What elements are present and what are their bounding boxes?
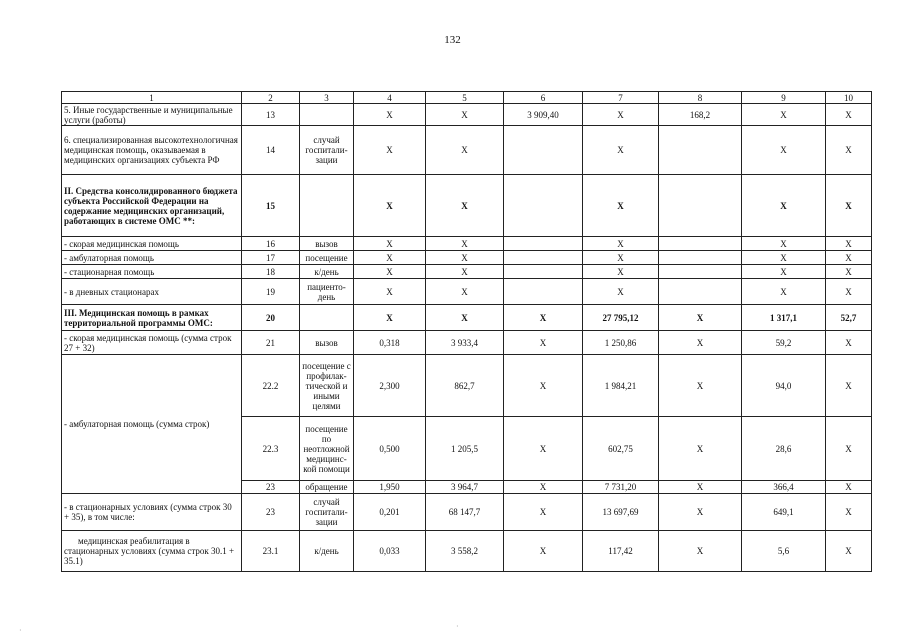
cell-value: 862,7: [426, 355, 504, 417]
cell-value: X: [426, 175, 504, 237]
cell-value: X: [426, 265, 504, 279]
cell-value: X: [583, 104, 659, 126]
cell-value: 0,033: [354, 531, 426, 572]
row-line-number: 17: [242, 251, 300, 265]
row-line-number: 18: [242, 265, 300, 279]
cell-value: [659, 279, 742, 305]
cell-value: X: [826, 126, 872, 175]
column-number: 2: [242, 92, 300, 104]
row-unit: к/день: [300, 265, 354, 279]
row-unit: [300, 305, 354, 331]
row-line-number: 23.1: [242, 531, 300, 572]
cell-value: X: [504, 355, 583, 417]
cell-value: X: [354, 126, 426, 175]
cell-value: 168,2: [659, 104, 742, 126]
row-unit: случай госпитали-зации: [300, 126, 354, 175]
cell-value: X: [742, 265, 826, 279]
cell-value: X: [583, 251, 659, 265]
cell-value: 52,7: [826, 305, 872, 331]
table-row: [62, 355, 872, 417]
row-unit: посещение по неотложной медицинс-кой помощи: [300, 417, 354, 481]
table-row: [62, 279, 872, 305]
cell-value: X: [659, 331, 742, 355]
row-label: - амбулаторная помощь (сумма строк): [62, 355, 242, 494]
cell-value: X: [354, 251, 426, 265]
table-row: [62, 305, 872, 331]
cell-value: X: [826, 237, 872, 251]
cell-value: 3 964,7: [426, 481, 504, 494]
table-row: [62, 175, 872, 237]
cell-value: 94,0: [742, 355, 826, 417]
row-line-number: 16: [242, 237, 300, 251]
row-label: - амбулаторная помощь: [62, 251, 242, 265]
row-label: 6. специализированная высокотехнологичная медицинская помощь, оказываемая в медицинских организациях субъекта РФ: [62, 126, 242, 175]
row-label: - в дневных стационарах: [62, 279, 242, 305]
column-number: 4: [354, 92, 426, 104]
column-number: 7: [583, 92, 659, 104]
row-line-number: 14: [242, 126, 300, 175]
cell-value: X: [354, 305, 426, 331]
cell-value: X: [354, 237, 426, 251]
cell-value: X: [426, 104, 504, 126]
row-label: медицинская реабилитация в стационарных условиях (сумма строк 30.1 + 35.1): [62, 531, 242, 572]
column-number: 6: [504, 92, 583, 104]
row-label: - стационарная помощь: [62, 265, 242, 279]
row-line-number: 19: [242, 279, 300, 305]
row-unit: пациенто-день: [300, 279, 354, 305]
cell-value: 602,75: [583, 417, 659, 481]
table-row: [62, 104, 872, 126]
table-row: [62, 251, 872, 265]
row-label: - скорая медицинская помощь: [62, 237, 242, 251]
cell-value: 0,201: [354, 494, 426, 531]
cell-value: X: [659, 531, 742, 572]
cell-value: X: [826, 481, 872, 494]
cell-value: X: [583, 175, 659, 237]
table-row: [62, 531, 872, 572]
column-number: 1: [62, 92, 242, 104]
cell-value: 27 795,12: [583, 305, 659, 331]
column-number: 8: [659, 92, 742, 104]
cell-value: X: [742, 126, 826, 175]
cell-value: X: [583, 265, 659, 279]
row-label: 5. Иные государственные и муниципальные услуги (работы): [62, 104, 242, 126]
cell-value: X: [826, 251, 872, 265]
cell-value: X: [426, 126, 504, 175]
cell-value: X: [583, 279, 659, 305]
cell-value: X: [826, 265, 872, 279]
cell-value: X: [826, 531, 872, 572]
column-number: 10: [826, 92, 872, 104]
cell-value: X: [354, 104, 426, 126]
cell-value: X: [504, 305, 583, 331]
page-number: 132: [444, 34, 461, 46]
row-line-number: 15: [242, 175, 300, 237]
cell-value: 13 697,69: [583, 494, 659, 531]
cell-value: [659, 251, 742, 265]
data-table: [61, 91, 872, 572]
cell-value: X: [583, 126, 659, 175]
cell-value: X: [742, 175, 826, 237]
cell-value: X: [826, 355, 872, 417]
column-number: 3: [300, 92, 354, 104]
cell-value: X: [354, 265, 426, 279]
cell-value: 1 205,5: [426, 417, 504, 481]
cell-value: 1 250,86: [583, 331, 659, 355]
row-unit: вызов: [300, 237, 354, 251]
row-line-number: 23: [242, 494, 300, 531]
cell-value: X: [426, 237, 504, 251]
cell-value: [504, 237, 583, 251]
cell-value: 649,1: [742, 494, 826, 531]
row-label: III. Медицинская помощь в рамках территориальной программы ОМС:: [62, 305, 242, 331]
cell-value: X: [659, 417, 742, 481]
cell-value: [504, 279, 583, 305]
cell-value: X: [742, 237, 826, 251]
cell-value: X: [826, 279, 872, 305]
cell-value: [659, 237, 742, 251]
cell-value: 1 984,21: [583, 355, 659, 417]
scan-speck: ·: [456, 622, 459, 631]
row-line-number: 21: [242, 331, 300, 355]
row-label: - скорая медицинская помощь (сумма строк 27 + 32): [62, 331, 242, 355]
column-number: 9: [742, 92, 826, 104]
cell-value: X: [426, 305, 504, 331]
cell-value: 2,300: [354, 355, 426, 417]
cell-value: X: [826, 417, 872, 481]
column-number-row: [62, 92, 872, 104]
cell-value: X: [826, 494, 872, 531]
row-line-number: 13: [242, 104, 300, 126]
row-unit: посещение: [300, 251, 354, 265]
cell-value: X: [742, 251, 826, 265]
cell-value: X: [583, 237, 659, 251]
cell-value: 1,950: [354, 481, 426, 494]
cell-value: 5,6: [742, 531, 826, 572]
cell-value: 28,6: [742, 417, 826, 481]
cell-value: 0,500: [354, 417, 426, 481]
table-row: [62, 265, 872, 279]
cell-value: 7 731,20: [583, 481, 659, 494]
cell-value: 117,42: [583, 531, 659, 572]
table-row: [62, 237, 872, 251]
cell-value: X: [426, 251, 504, 265]
cell-value: X: [426, 279, 504, 305]
row-line-number: 22.2: [242, 355, 300, 417]
cell-value: 68 147,7: [426, 494, 504, 531]
row-line-number: 20: [242, 305, 300, 331]
row-unit: посещение с профилак-тической и иными целями: [300, 355, 354, 417]
cell-value: 366,4: [742, 481, 826, 494]
cell-value: 3 558,2: [426, 531, 504, 572]
cell-value: [659, 175, 742, 237]
table-row: [62, 126, 872, 175]
scan-speck: ·: [19, 626, 22, 635]
cell-value: X: [504, 531, 583, 572]
cell-value: X: [659, 481, 742, 494]
cell-value: X: [354, 175, 426, 237]
cell-value: X: [504, 417, 583, 481]
row-unit: случай госпитали-зации: [300, 494, 354, 531]
cell-value: X: [659, 355, 742, 417]
cell-value: X: [354, 279, 426, 305]
cell-value: X: [826, 331, 872, 355]
row-line-number: 22.3: [242, 417, 300, 481]
row-unit: вызов: [300, 331, 354, 355]
cell-value: 3 909,40: [504, 104, 583, 126]
cell-value: [504, 126, 583, 175]
cell-value: X: [504, 481, 583, 494]
cell-value: [659, 126, 742, 175]
row-label: - в стационарных условиях (сумма строк 30 + 35), в том числе:: [62, 494, 242, 531]
cell-value: 59,2: [742, 331, 826, 355]
row-unit: [300, 104, 354, 126]
cell-value: [659, 265, 742, 279]
cell-value: X: [504, 494, 583, 531]
cell-value: X: [659, 494, 742, 531]
table-row: [62, 331, 872, 355]
row-unit: к/день: [300, 531, 354, 572]
row-label: II. Средства консолидированного бюджета субъекта Российской Федерации на содержание медицинских организаций, работающих в системе ОМС **:: [62, 175, 242, 237]
cell-value: 1 317,1: [742, 305, 826, 331]
column-number: 5: [426, 92, 504, 104]
row-line-number: 23: [242, 481, 300, 494]
cell-value: X: [504, 331, 583, 355]
cell-value: X: [659, 305, 742, 331]
cell-value: X: [826, 175, 872, 237]
cell-value: 0,318: [354, 331, 426, 355]
cell-value: [504, 265, 583, 279]
cell-value: X: [742, 104, 826, 126]
cell-value: [504, 175, 583, 237]
cell-value: [504, 251, 583, 265]
cell-value: X: [826, 104, 872, 126]
table-row: [62, 494, 872, 531]
cell-value: X: [742, 279, 826, 305]
row-unit: [300, 175, 354, 237]
cell-value: 3 933,4: [426, 331, 504, 355]
row-unit: обращение: [300, 481, 354, 494]
